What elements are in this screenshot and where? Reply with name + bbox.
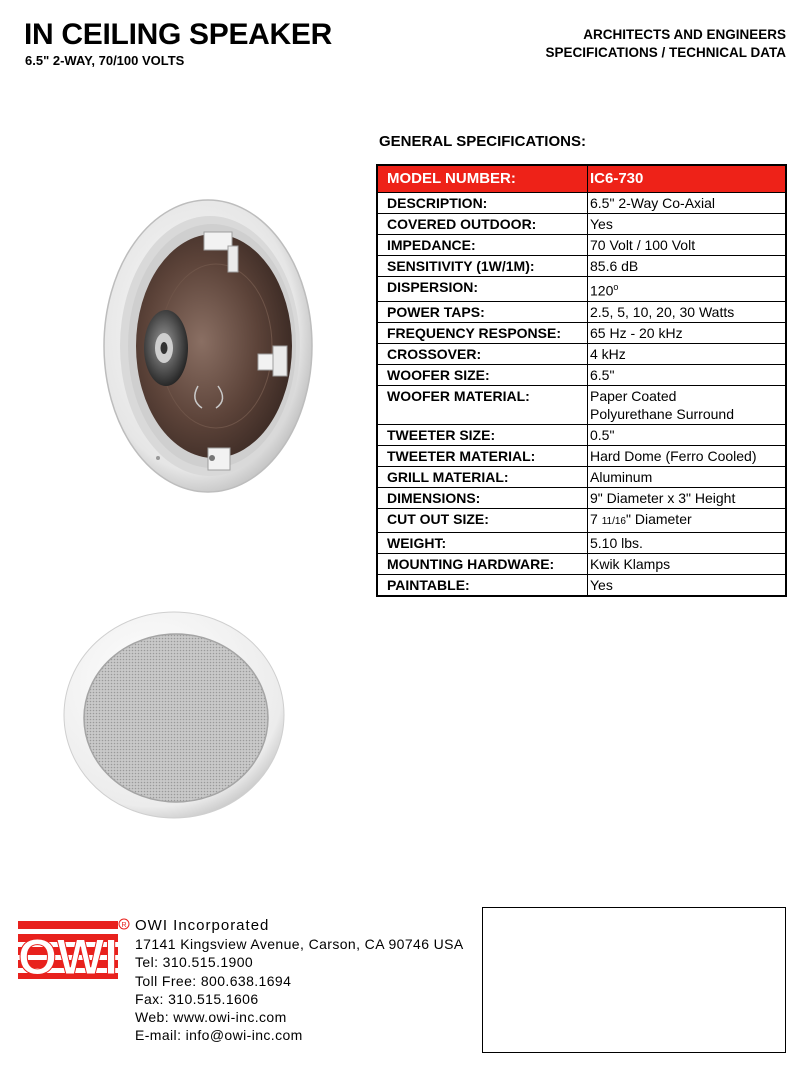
table-row (377, 424, 786, 445)
spec-value (588, 277, 787, 302)
table-row (377, 487, 786, 508)
company-tel: Tel: 310.515.1900 (135, 954, 254, 971)
spec-label: IMPEDANCE: (377, 235, 588, 256)
table-row (377, 385, 786, 424)
model-number-label: MODEL NUMBER: (377, 165, 588, 193)
spec-value: 5.10 lbs. (588, 532, 787, 553)
spec-table-header-row (377, 165, 786, 193)
spec-value: 70 Volt / 100 Volt (588, 235, 787, 256)
company-web[interactable]: Web: www.owi-inc.com (135, 1009, 287, 1026)
spec-label: MOUNTING HARDWARE: (377, 553, 588, 574)
spec-value: Hard Dome (Ferro Cooled) (588, 445, 787, 466)
table-row (377, 553, 786, 574)
table-row (377, 466, 786, 487)
spec-label: CROSSOVER: (377, 343, 588, 364)
page-subtitle: 6.5" 2-WAY, 70/100 VOLTS (25, 53, 185, 68)
model-number-value: IC6-730 (588, 165, 787, 193)
spec-value: 9" Diameter x 3" Height (588, 487, 787, 508)
spec-table (376, 164, 787, 597)
woofer-material-line1: Paper Coated (590, 387, 677, 404)
header-right-line2: SPECIFICATIONS / TECHNICAL DATA (545, 45, 786, 60)
spec-label: PAINTABLE: (377, 574, 588, 596)
spec-value: Kwik Klamps (588, 553, 787, 574)
table-row (377, 445, 786, 466)
spec-label: GRILL MATERIAL: (377, 466, 588, 487)
spec-value: Yes (588, 214, 787, 235)
spec-label: CUT OUT SIZE: (377, 508, 588, 532)
spec-label: DISPERSION: (377, 277, 588, 302)
spec-value (588, 508, 787, 532)
spec-value: 4 kHz (588, 343, 787, 364)
table-row (377, 256, 786, 277)
general-specifications-heading: GENERAL SPECIFICATIONS: (379, 133, 586, 150)
table-row (377, 364, 786, 385)
table-row (377, 343, 786, 364)
spec-label: TWEETER MATERIAL: (377, 445, 588, 466)
spec-value: 85.6 dB (588, 256, 787, 277)
table-row (377, 532, 786, 553)
cut-out-unit: " Diameter (625, 510, 692, 527)
table-row (377, 214, 786, 235)
spec-label: WOOFER MATERIAL: (377, 385, 588, 424)
woofer-material-line2: Polyurethane Surround (590, 405, 734, 422)
table-row (377, 277, 786, 302)
spec-label: COVERED OUTDOOR: (377, 214, 588, 235)
spec-value: 0.5" (588, 424, 787, 445)
owi-logo-text: OWI (18, 929, 118, 980)
spec-label: FREQUENCY RESPONSE: (377, 322, 588, 343)
header-right (545, 26, 786, 62)
owi-logo (18, 918, 130, 980)
speaker-front-angled-photo (98, 196, 363, 496)
spec-label: WEIGHT: (377, 532, 588, 553)
spec-label: DIMENSIONS: (377, 487, 588, 508)
cut-out-fraction: 11/16 (601, 515, 626, 527)
spec-value (588, 385, 787, 424)
table-row (377, 193, 786, 214)
spec-label: DESCRIPTION: (377, 193, 588, 214)
spec-value: 2.5, 5, 10, 20, 30 Watts (588, 301, 787, 322)
company-name: OWI Incorporated (135, 917, 270, 934)
dispersion-value: 120 (590, 282, 614, 299)
company-address: 17141 Kingsview Avenue, Carson, CA 90746 USA (135, 936, 464, 953)
table-row (377, 301, 786, 322)
blank-notes-box (482, 907, 786, 1053)
table-row (377, 508, 786, 532)
company-info (135, 917, 464, 1044)
page-title: IN CEILING SPEAKER (24, 18, 332, 51)
spec-value: 6.5" 2-Way Co-Axial (588, 193, 787, 214)
degree-symbol: o (613, 282, 619, 292)
table-row (377, 574, 786, 596)
spec-value: Aluminum (588, 466, 787, 487)
spec-label: SENSITIVITY (1W/1M): (377, 256, 588, 277)
speaker-grill-photo (62, 610, 286, 820)
spec-value: 65 Hz - 20 kHz (588, 322, 787, 343)
company-email[interactable]: E-mail: info@owi-inc.com (135, 1027, 303, 1044)
spec-value: 6.5" (588, 364, 787, 385)
header-right-line1: ARCHITECTS AND ENGINEERS (583, 27, 786, 42)
company-fax: Fax: 310.515.1606 (135, 990, 259, 1007)
spec-label: POWER TAPS: (377, 301, 588, 322)
spec-label: TWEETER SIZE: (377, 424, 588, 445)
spec-label: WOOFER SIZE: (377, 364, 588, 385)
svg-text:R: R (121, 922, 127, 929)
spec-value: Yes (588, 574, 787, 596)
company-tollfree: Toll Free: 800.638.1694 (135, 972, 292, 989)
table-row (377, 235, 786, 256)
table-row (377, 322, 786, 343)
cut-out-whole: 7 (590, 510, 602, 527)
